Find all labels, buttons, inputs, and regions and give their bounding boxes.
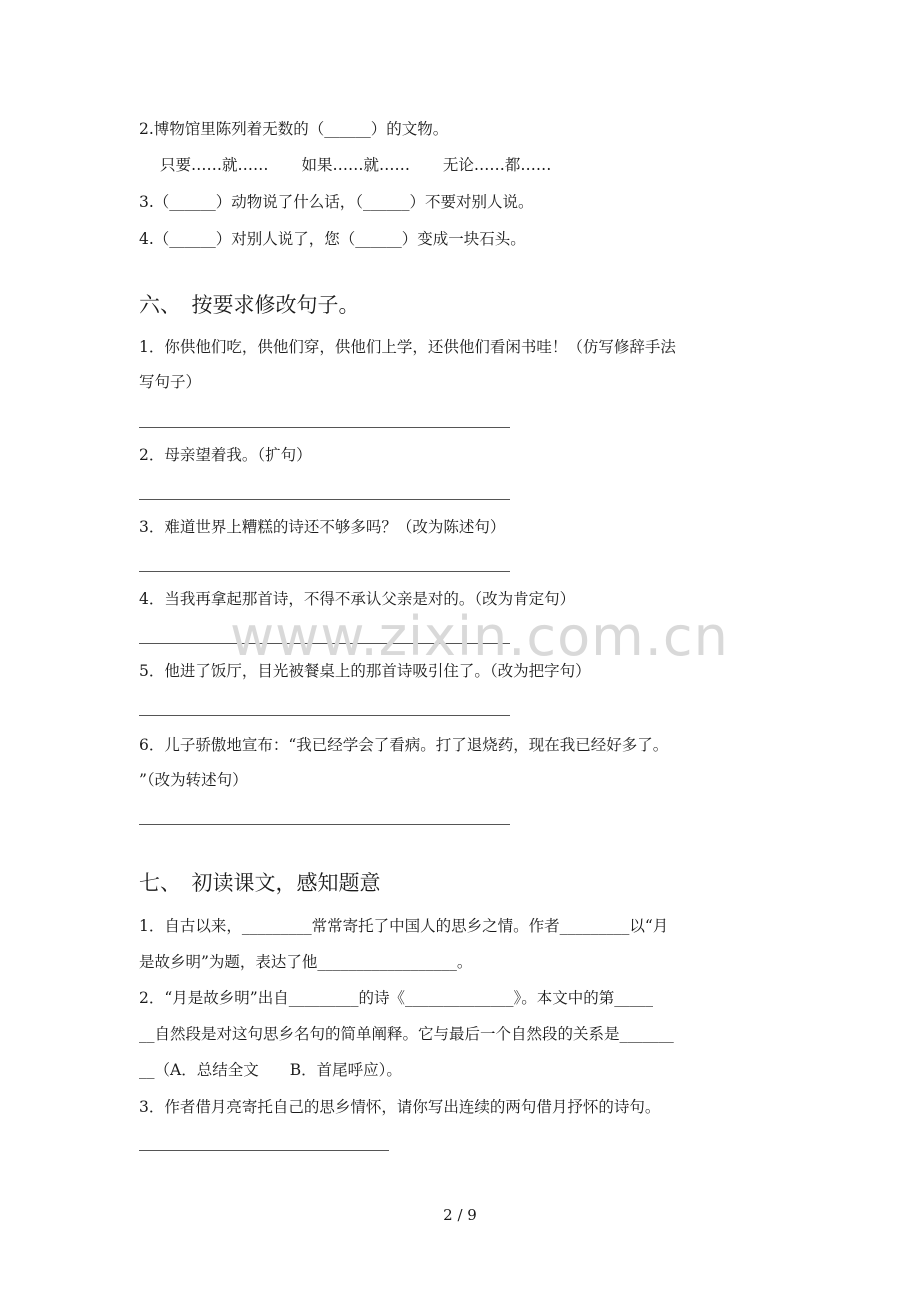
- answer-line-7-3[interactable]: [139, 1150, 389, 1151]
- answer-line-6-1[interactable]: [139, 427, 510, 428]
- answer-line-6-3[interactable]: [139, 571, 510, 572]
- question-7-2-line2: __自然段是对这句思乡名句的简单阐释。它与最后一个自然段的关系是_______: [139, 1025, 674, 1043]
- question-6-6-line1: 6．儿子骄傲地宣布：“我已经学会了看病。打了退烧药，现在我已经好多了。: [139, 736, 669, 754]
- answer-line-6-5[interactable]: [139, 715, 510, 716]
- option-3: 无论……都……: [442, 156, 552, 174]
- question-5-2: 2.博物馆里陈列着无数的（______）的文物。: [139, 120, 449, 138]
- question-7-1-line1: 1．自古以来，_________常常寄托了中国人的思乡之情。作者_________以“月: [139, 917, 669, 935]
- section-6-title: 六、 按要求修改句子。: [139, 293, 360, 317]
- question-6-2: 2．母亲望着我。（扩句）: [139, 446, 312, 464]
- question-7-1-line2: 是故乡明”为题，表达了他__________________。: [139, 953, 473, 971]
- question-5-3: 3.（______）动物说了什么话，（______）不要对别人说。: [139, 193, 534, 211]
- question-6-4: 4．当我再拿起那首诗，不得不承认父亲是对的。（改为肯定句）: [139, 590, 576, 608]
- answer-line-6-6[interactable]: [139, 824, 510, 825]
- question-6-1-line2: 写句子）: [139, 373, 202, 391]
- option-2: 如果……就……: [301, 156, 410, 174]
- page-number: 2 / 9: [443, 1206, 477, 1224]
- option-1: 只要……就……: [160, 156, 269, 174]
- question-7-2-line3: __（A．总结全文 B．首尾呼应）。: [139, 1061, 402, 1079]
- question-7-3: 3．作者借月亮寄托自己的思乡情怀，请你写出连续的两句借月抒怀的诗句。: [139, 1098, 661, 1116]
- question-5-4: 4.（______）对别人说了，您（______）变成一块石头。: [139, 230, 526, 248]
- conjunction-options: [160, 154, 780, 176]
- answer-line-6-4[interactable]: [139, 643, 510, 644]
- answer-line-6-2[interactable]: [139, 499, 510, 500]
- question-7-2-line1: 2．“月是故乡明”出自_________的诗《______________》。本文中的第_____: [139, 989, 653, 1007]
- question-6-6-line2: ”（改为转述句）: [139, 771, 248, 789]
- section-7-title: 七、 初读课文，感知题意: [139, 871, 381, 895]
- watermark: www.zixin.com.cn: [230, 605, 729, 668]
- question-6-5: 5．他进了饭厅，目光被餐桌上的那首诗吸引住了。（改为把字句）: [139, 662, 591, 680]
- question-6-1-line1: 1．你供他们吃，供他们穿，供他们上学，还供他们看闲书哇！（仿写修辞手法: [139, 338, 676, 356]
- question-6-3: 3．难道世界上糟糕的诗还不够多吗？（改为陈述句）: [139, 518, 506, 536]
